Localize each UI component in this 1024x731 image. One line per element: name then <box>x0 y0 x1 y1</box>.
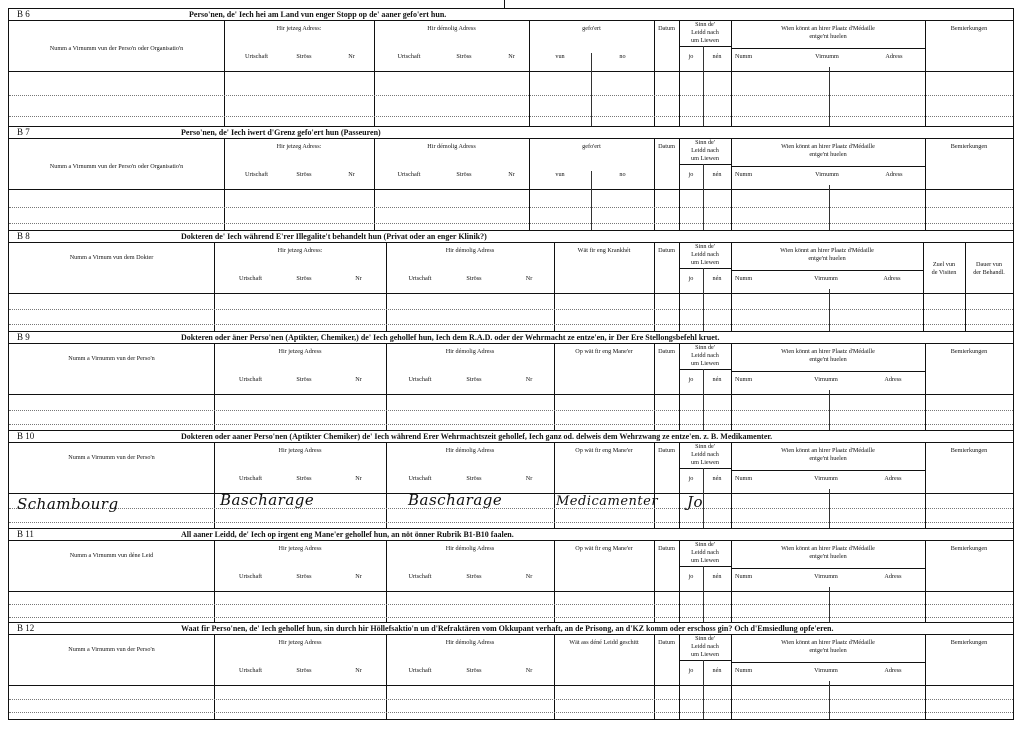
former-street-header: Ströss <box>466 275 482 282</box>
section-code: B 9 <box>17 332 30 342</box>
section-title: Perso'nen, de' Iech hei am Land vun enger Stopp op de' aaner gefo'ert hun. <box>189 10 447 19</box>
medal-header-line2: entge'nt huelen <box>809 33 847 40</box>
medal-header-line2: entge'nt huelen <box>809 151 847 158</box>
column-divider <box>654 343 655 431</box>
name-column-header: Numm a Virnumm vun der Perso'n oder Organisatio'n <box>49 45 184 52</box>
medal-surname-header: Numm <box>735 475 753 482</box>
medal-sub-line <box>731 166 925 167</box>
column-divider <box>374 20 375 127</box>
current-address-header: Hir jetzeg Adress: <box>276 143 322 150</box>
column-divider <box>554 343 555 431</box>
driven-from-header: vun <box>555 53 565 60</box>
visits-header-line1: Zuel vun <box>932 261 956 268</box>
former-number-header: Nr <box>525 573 533 580</box>
remarks-header: Bemierkungen <box>950 639 988 646</box>
saved-no-header: nén <box>712 475 722 482</box>
former-address-header: Hir démolig Adress <box>445 247 495 254</box>
former-locality-header: Urtschaft <box>408 376 432 383</box>
entry-line <box>9 617 1013 618</box>
name-column-header: Numm a Virnumm vun der Perso'n oder Organisatio'n <box>49 163 184 170</box>
former-number-header: Nr <box>525 475 533 482</box>
current-street-header: Ströss <box>296 53 312 60</box>
handwritten-current-locality: Bascharage <box>220 491 315 509</box>
middle-column-header: Op wät fir eng Mane'er <box>575 348 633 355</box>
duration-header-line2: der Behandl. <box>973 269 1005 276</box>
section-title: Waat fir Perso'nen, de' Iech gehollef hun, sin durch hir Höllefsaktio'n un d'Refraktären vom Okkupant verhaft, an de Prisong, an d'KZ komm oder erschoss gin? Och d'Emsiedlung opfe'eren. <box>181 624 834 633</box>
saved-yes-header: jo <box>688 53 694 60</box>
saved-header-line3: um Liewen <box>690 651 719 658</box>
medal-sub-divider <box>829 681 830 719</box>
medal-header-line1: Wien könnt an hirer Plaatz d'Médaille <box>781 447 875 454</box>
saved-no-header: nén <box>712 275 722 282</box>
saved-header-line1: Sinn de' <box>695 139 715 146</box>
current-locality-header: Urtschaft <box>238 667 263 674</box>
column-divider <box>224 138 225 231</box>
saved-header-line2: Leidd nach <box>691 251 719 258</box>
current-street-header: Ströss <box>296 573 312 580</box>
former-street-header: Ströss <box>456 171 472 178</box>
saved-sub-line <box>679 164 731 165</box>
former-number-header: Nr <box>508 53 515 60</box>
section-b11 <box>9 529 1013 623</box>
medal-surname-header: Numm <box>735 275 753 282</box>
column-divider <box>925 20 926 127</box>
current-locality-header: Urtschaft <box>238 376 263 383</box>
remarks-header: Bemierkungen <box>950 447 988 454</box>
saved-yes-header: jo <box>688 475 694 482</box>
remarks-header: Bemierkungen <box>950 545 988 552</box>
current-number-header: Nr <box>355 475 362 482</box>
saved-no-header: nén <box>712 53 722 60</box>
section-title: Dokteren oder äner Perso'nen (Aptikter, Chemiker,) de' Iech gehollef hun, Iech dem R.A.D. oder der Wehrmacht ze entze'en, ir Der Ere Stellongsbefehl kruet. <box>181 333 720 342</box>
entry-line <box>9 324 1013 325</box>
medal-address-header: Adress <box>884 376 902 383</box>
handwritten-saved-yes: Jo <box>687 493 704 511</box>
saved-sub-line <box>679 566 731 567</box>
column-divider <box>923 242 924 332</box>
header-bottom-line <box>9 493 1013 494</box>
current-locality-header: Urtschaft <box>244 171 269 178</box>
medal-surname-header: Numm <box>735 667 753 674</box>
saved-header-line1: Sinn de' <box>695 21 715 28</box>
section-code: B 7 <box>17 127 30 137</box>
medal-sub-divider <box>829 289 830 332</box>
medal-firstname-header: Virnumm <box>815 53 839 60</box>
former-number-header: Nr <box>525 667 533 674</box>
date-header: Datum <box>658 143 675 150</box>
section-code: B 10 <box>17 431 35 441</box>
saved-no-header: nén <box>712 376 722 383</box>
saved-yes-header: jo <box>688 171 694 178</box>
column-divider <box>214 343 215 431</box>
saved-header-line2: Leidd nach <box>691 147 719 154</box>
former-number-header: Nr <box>525 376 533 383</box>
former-locality-header: Urtschaft <box>408 475 432 482</box>
remarks-header: Bemierkungen <box>950 25 988 32</box>
driven-sub-divider <box>591 171 592 231</box>
former-locality-header: Urtschaft <box>408 275 432 282</box>
column-divider <box>386 242 387 332</box>
saved-sub-line <box>679 268 731 269</box>
saved-yes-header: jo <box>688 275 694 282</box>
header-bottom-line <box>9 394 1013 395</box>
column-divider <box>214 242 215 332</box>
resistance-helpers-form <box>8 8 1014 720</box>
current-street-header: Ströss <box>296 275 312 282</box>
top-tick-mark <box>504 0 505 8</box>
driven-header: gefo'ert <box>582 143 601 150</box>
current-number-header: Nr <box>355 275 362 282</box>
saved-sub-line <box>679 660 731 661</box>
name-column-header: Numm a Virnumm vun der Perso'n <box>68 454 155 461</box>
visits-header-line2: de Visiten <box>931 269 957 276</box>
former-street-header: Ströss <box>466 475 482 482</box>
saved-header-line3: um Liewen <box>690 459 719 466</box>
medal-header-line1: Wien könnt an hirer Plaatz d'Médaille <box>781 348 875 355</box>
name-column-header: Numm a Virnumm vun der Perso'n <box>68 646 155 653</box>
column-divider <box>654 634 655 719</box>
current-address-header: Hir jetzeg Adress <box>278 639 322 646</box>
saved-no-header: nén <box>712 667 722 674</box>
middle-column-header: Wät ass déné Leidd geschitt <box>569 639 639 646</box>
saved-sub-line <box>679 46 731 47</box>
column-divider <box>214 442 215 529</box>
medal-header-line1: Wien könnt an hirer Plaatz d'Médaille <box>780 247 874 254</box>
saved-sub-line <box>679 468 731 469</box>
saved-sub-line <box>679 369 731 370</box>
current-number-header: Nr <box>355 573 362 580</box>
medal-address-header: Adress <box>885 53 903 60</box>
current-locality-header: Urtschaft <box>238 275 263 282</box>
medal-sub-line <box>731 470 925 471</box>
saved-header-line2: Leidd nach <box>691 29 719 36</box>
section-b6 <box>9 9 1013 127</box>
medal-header-line2: entge'nt huelen <box>808 255 846 262</box>
medal-header-line1: Wien könnt an hirer Plaatz d'Médaille <box>781 143 875 150</box>
current-number-header: Nr <box>348 53 355 60</box>
former-number-header: Nr <box>508 171 515 178</box>
former-address-header: Hir démolig Adress <box>445 545 495 552</box>
former-locality-header: Urtschaft <box>408 667 432 674</box>
column-divider <box>925 442 926 529</box>
current-street-header: Ströss <box>296 171 312 178</box>
section-title: Dokteren de' Iech während E'rer Illegalite't behandelt hun (Privat oder an enger Klinik?) <box>181 232 487 241</box>
column-divider <box>224 20 225 127</box>
current-number-header: Nr <box>355 667 362 674</box>
medal-firstname-header: Virnumm <box>814 573 838 580</box>
header-bottom-line <box>9 189 1013 190</box>
former-street-header: Ströss <box>466 573 482 580</box>
medal-header-line1: Wien könnt an hirer Plaatz d'Médaille <box>781 545 875 552</box>
entry-line <box>9 207 1013 208</box>
column-divider <box>386 442 387 529</box>
current-address-header: Hir jetzeg Adress <box>278 348 322 355</box>
current-street-header: Ströss <box>296 376 312 383</box>
saved-header-line3: um Liewen <box>690 557 719 564</box>
name-column-header: Numm a Virnumm vun déne Leid <box>69 552 154 559</box>
medal-sub-line <box>731 48 925 49</box>
medal-firstname-header: Virnumm <box>814 275 838 282</box>
saved-header-line1: Sinn de' <box>695 243 715 250</box>
former-locality-header: Urtschaft <box>408 573 432 580</box>
middle-column-header: Op wät fir eng Mane'er <box>575 447 633 454</box>
middle-column-header: Wät fir eng Krankhét <box>577 247 631 254</box>
column-divider <box>529 138 530 231</box>
medal-address-header: Adress <box>885 171 903 178</box>
header-bottom-line <box>9 685 1013 686</box>
column-divider <box>925 634 926 719</box>
date-header: Datum <box>658 348 675 355</box>
column-divider <box>654 138 655 231</box>
medal-sub-line <box>731 568 925 569</box>
section-title-band <box>9 231 1013 243</box>
name-column-header: Numm a Virnumm vun der Perso'n <box>68 355 155 362</box>
saved-no-header: nén <box>712 573 722 580</box>
entry-line <box>9 712 1013 713</box>
entry-line <box>9 309 1013 310</box>
current-number-header: Nr <box>348 171 355 178</box>
former-address-header: Hir démolig Adress <box>427 25 476 32</box>
current-locality-header: Urtschaft <box>238 475 263 482</box>
medal-surname-header: Numm <box>735 53 753 60</box>
medal-surname-header: Numm <box>735 573 753 580</box>
column-divider <box>386 634 387 719</box>
medal-sub-divider <box>829 489 830 529</box>
current-locality-header: Urtschaft <box>244 53 269 60</box>
current-address-header: Hir jetzeg Adress <box>278 545 322 552</box>
column-divider <box>386 343 387 431</box>
header-bottom-line <box>9 293 1013 294</box>
entry-line <box>9 223 1013 224</box>
driven-from-header: vun <box>555 171 565 178</box>
saved-header-line1: Sinn de' <box>695 344 715 351</box>
driven-header: gefo'ert <box>582 25 601 32</box>
medal-firstname-header: Virnumm <box>814 667 838 674</box>
current-street-header: Ströss <box>296 475 312 482</box>
entry-line <box>9 604 1013 605</box>
driven-to-header: no <box>619 171 626 178</box>
medal-address-header: Adress <box>883 275 901 282</box>
current-street-header: Ströss <box>296 667 312 674</box>
medal-surname-header: Numm <box>735 171 753 178</box>
column-divider <box>925 138 926 231</box>
medal-header-line2: entge'nt huelen <box>809 455 847 462</box>
saved-header-line3: um Liewen <box>690 259 719 266</box>
column-divider <box>654 20 655 127</box>
entry-line <box>9 95 1013 96</box>
section-title: All aaner Leidd, de' Iech op irgent eng Mane'er gehollef hun, an nöt önner Rubrik B1-B10 faalen. <box>181 530 514 539</box>
saved-header-line2: Leidd nach <box>691 451 719 458</box>
medal-firstname-header: Virnumm <box>814 376 838 383</box>
medal-sub-divider <box>829 67 830 127</box>
date-header: Datum <box>658 247 675 254</box>
section-b7 <box>9 127 1013 231</box>
former-number-header: Nr <box>525 275 533 282</box>
header-bottom-line <box>9 591 1013 592</box>
middle-column-header: Op wät fir eng Mane'er <box>575 545 633 552</box>
saved-header-line2: Leidd nach <box>691 352 719 359</box>
medal-address-header: Adress <box>884 573 902 580</box>
medal-sub-line <box>731 662 925 663</box>
remarks-header: Bemierkungen <box>950 143 988 150</box>
section-b8 <box>9 231 1013 332</box>
handwritten-former-locality: Bascharage <box>408 491 503 509</box>
handwritten-name: Schambourg <box>17 495 119 513</box>
medal-firstname-header: Virnumm <box>814 475 838 482</box>
section-b12 <box>9 623 1013 719</box>
saved-yes-header: jo <box>688 667 694 674</box>
saved-yes-header: jo <box>688 573 694 580</box>
entry-line <box>9 424 1013 425</box>
medal-sub-divider <box>829 185 830 231</box>
section-code: B 11 <box>17 529 34 539</box>
section-title: Perso'nen, de' Iech iwert d'Grenz gefo'ert hun (Passeuren) <box>181 128 381 137</box>
column-divider <box>529 20 530 127</box>
section-title-band <box>9 9 1013 21</box>
date-header: Datum <box>658 639 675 646</box>
medal-address-header: Adress <box>884 475 902 482</box>
section-b9 <box>9 332 1013 431</box>
column-divider <box>965 242 966 332</box>
section-code: B 6 <box>17 9 30 19</box>
former-street-header: Ströss <box>466 376 482 383</box>
saved-header-line1: Sinn de' <box>695 541 715 548</box>
saved-header-line2: Leidd nach <box>691 549 719 556</box>
medal-header-line1: Wien könnt an hirer Plaatz d'Médaille <box>781 25 875 32</box>
former-street-header: Ströss <box>466 667 482 674</box>
entry-line <box>9 699 1013 700</box>
header-bottom-line <box>9 71 1013 72</box>
column-divider <box>214 634 215 719</box>
medal-firstname-header: Virnumm <box>815 171 839 178</box>
column-divider <box>925 343 926 431</box>
section-code: B 12 <box>17 623 35 633</box>
former-street-header: Ströss <box>456 53 472 60</box>
section-title-band <box>9 127 1013 139</box>
section-title: Dokteren oder aaner Perso'nen (Aptikter Chemiker) de' Iech während Erer Wehrmachtszeit gehollef, Iech ganz od. delweis dem Wehrzwang ze entze'en. z. B. Medikamenter. <box>181 432 773 441</box>
section-code: B 8 <box>17 231 30 241</box>
medal-sub-line <box>731 371 925 372</box>
medal-header-line1: Wien könnt an hirer Plaatz d'Médaille <box>781 639 875 646</box>
date-header: Datum <box>658 447 675 454</box>
column-divider <box>654 242 655 332</box>
duration-header-line1: Dauer vun <box>976 261 1002 268</box>
remarks-header: Bemierkungen <box>950 348 988 355</box>
saved-header-line3: um Liewen <box>690 360 719 367</box>
former-address-header: Hir démolig Adress <box>445 348 495 355</box>
handwritten-manner: Medicamenter <box>556 494 659 509</box>
medal-header-line2: entge'nt huelen <box>809 553 847 560</box>
column-divider <box>554 634 555 719</box>
former-address-header: Hir démolig Adress <box>445 639 495 646</box>
saved-header-line2: Leidd nach <box>691 643 719 650</box>
former-address-header: Hir démolig Adress <box>427 143 476 150</box>
medal-header-line2: entge'nt huelen <box>809 356 847 363</box>
saved-yes-header: jo <box>688 376 694 383</box>
section-b10 <box>9 431 1013 529</box>
former-locality-header: Urtschaft <box>397 171 421 178</box>
medal-sub-line <box>731 270 923 271</box>
saved-header-line3: um Liewen <box>690 37 719 44</box>
current-address-header: Hir jetzeg Adress: <box>277 247 323 254</box>
entry-line <box>9 522 1013 523</box>
date-header: Datum <box>658 25 675 32</box>
medal-address-header: Adress <box>884 667 902 674</box>
current-locality-header: Urtschaft <box>238 573 263 580</box>
column-divider <box>554 442 555 529</box>
medal-header-line2: entge'nt huelen <box>809 647 847 654</box>
saved-header-line1: Sinn de' <box>695 635 715 642</box>
column-divider <box>374 138 375 231</box>
name-column-header: Numm a Virnum vun dem Dokter <box>69 254 154 261</box>
date-header: Datum <box>658 545 675 552</box>
driven-to-header: no <box>619 53 626 60</box>
current-number-header: Nr <box>355 376 362 383</box>
entry-line <box>9 116 1013 117</box>
entry-line <box>9 410 1013 411</box>
former-address-header: Hir démolig Adress <box>445 447 495 454</box>
column-divider <box>554 242 555 332</box>
saved-header-line1: Sinn de' <box>695 443 715 450</box>
current-address-header: Hir jetzeg Adress <box>278 447 322 454</box>
column-divider <box>654 442 655 529</box>
saved-no-header: nén <box>712 171 722 178</box>
medal-surname-header: Numm <box>735 376 753 383</box>
current-address-header: Hir jetzeg Adress: <box>276 25 322 32</box>
entry-line <box>9 508 1013 509</box>
former-locality-header: Urtschaft <box>397 53 421 60</box>
saved-header-line3: um Liewen <box>690 155 719 162</box>
